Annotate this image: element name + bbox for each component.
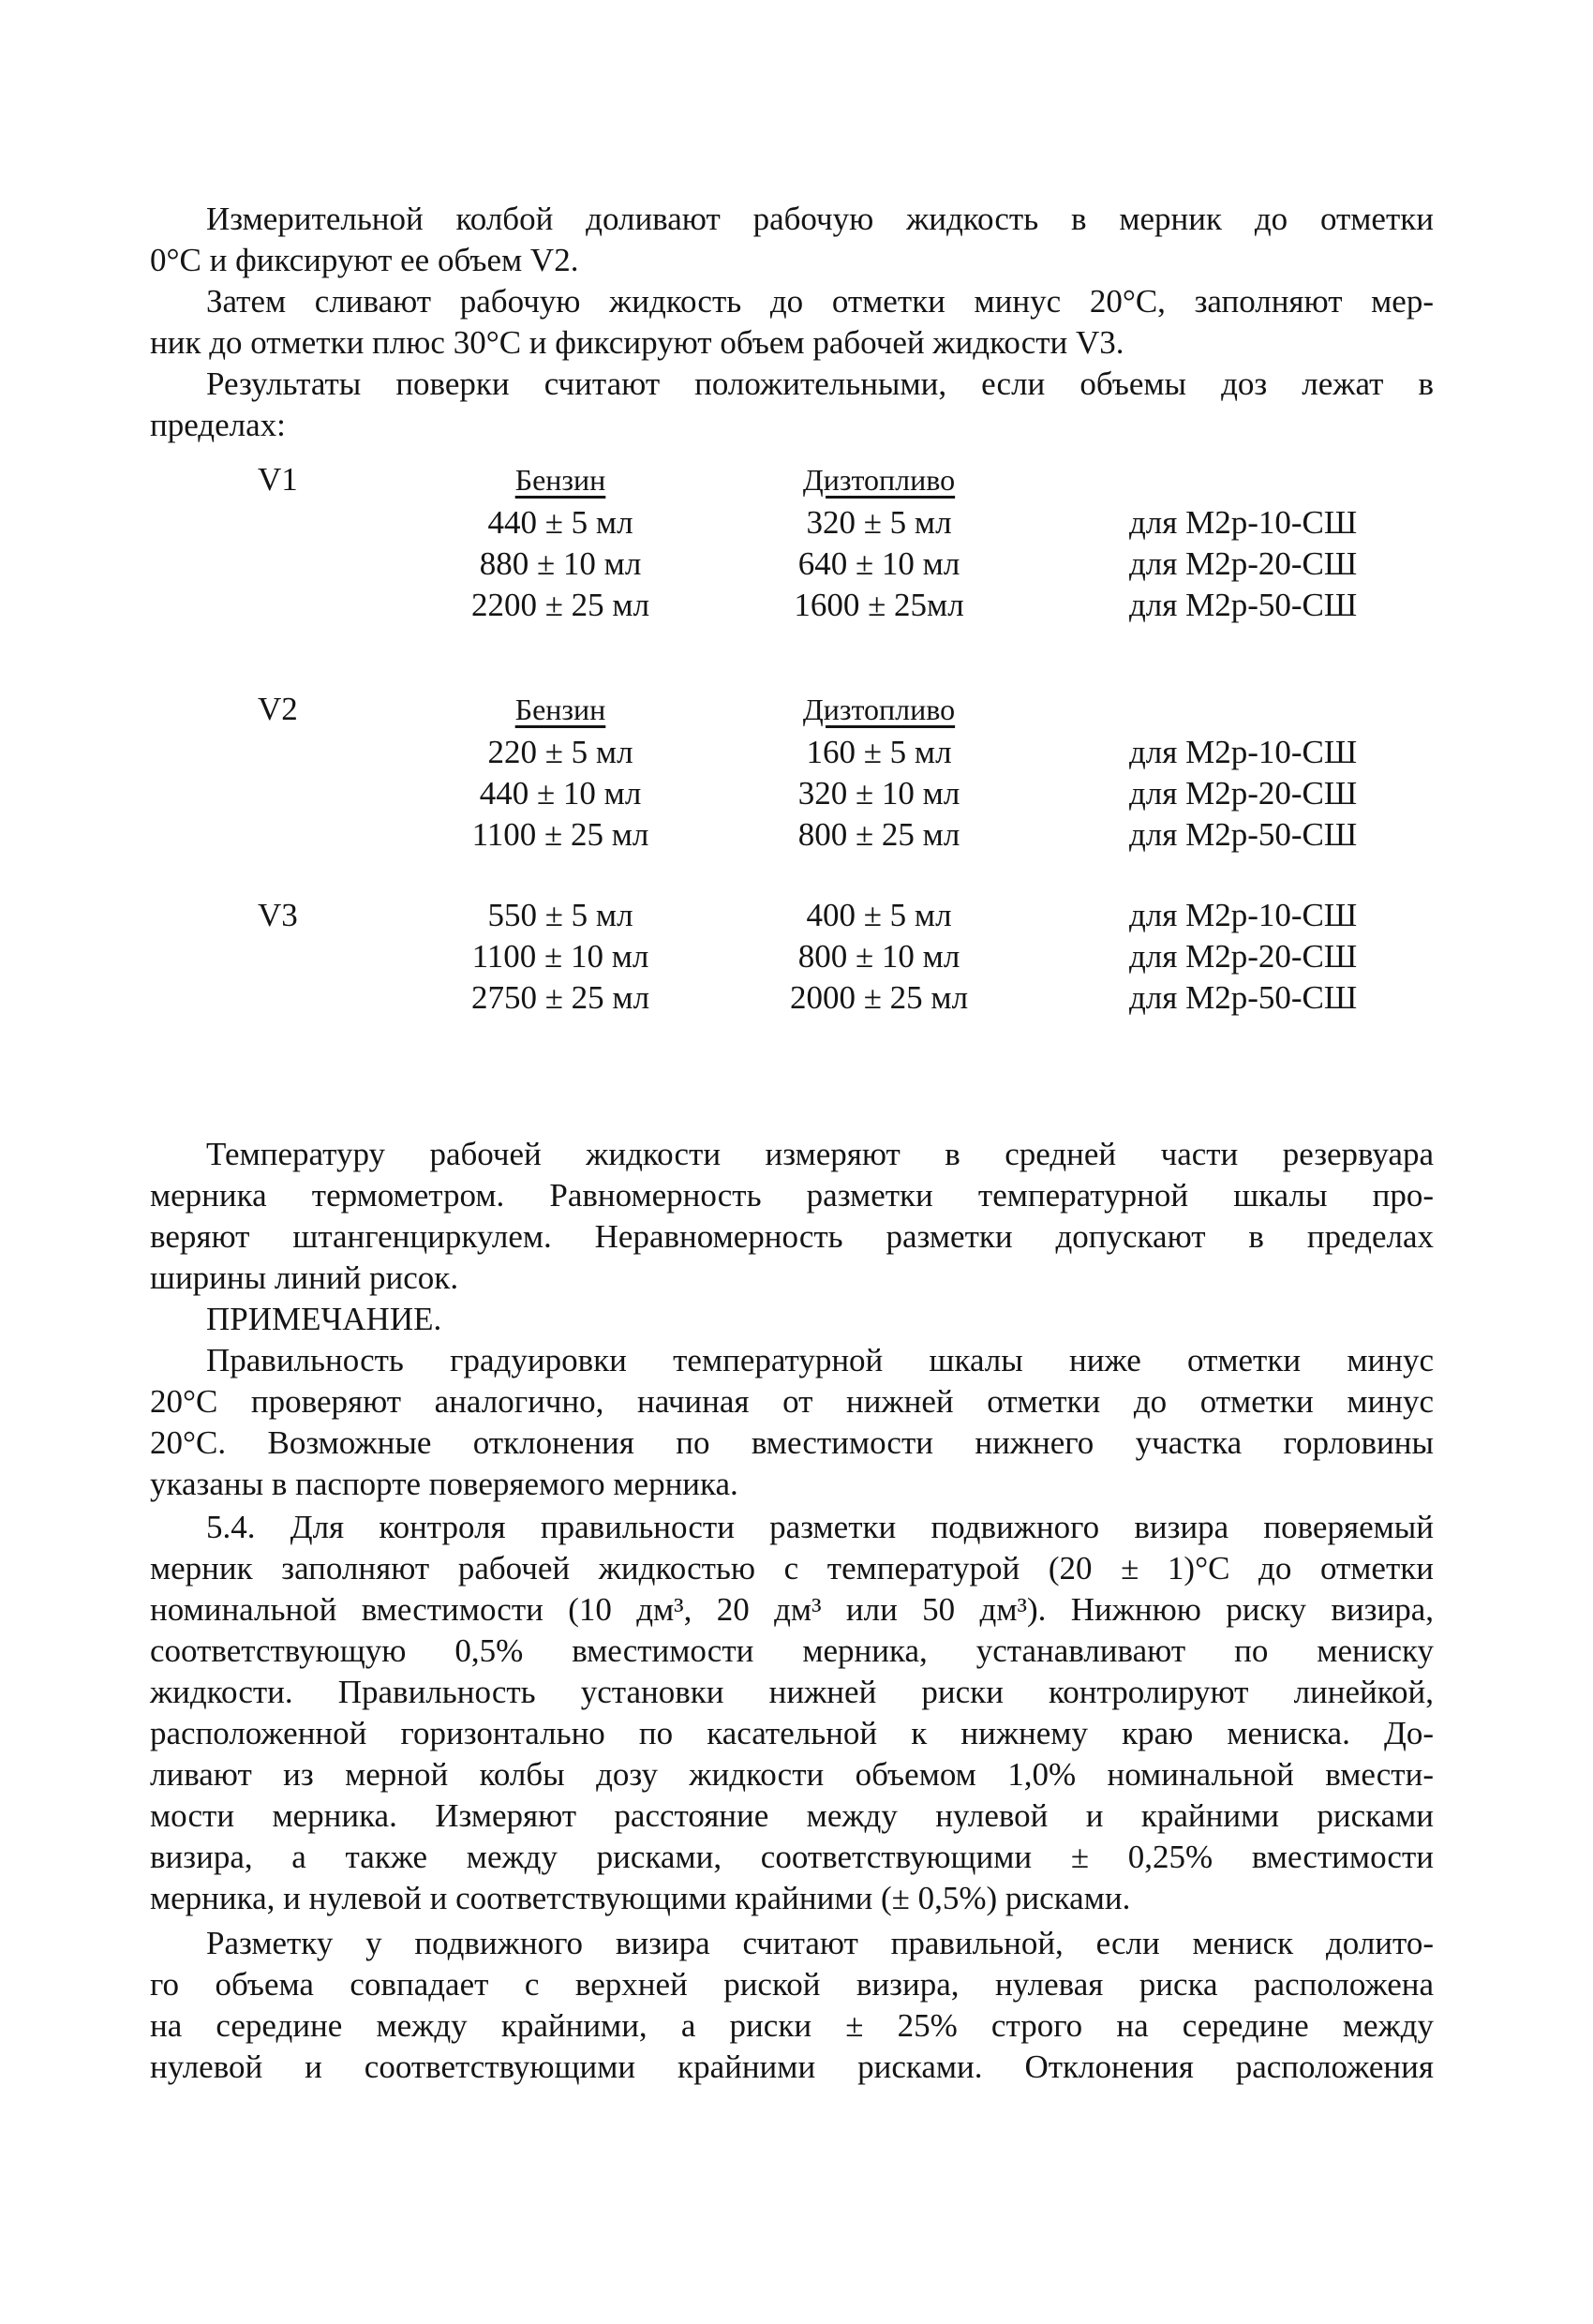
benzin-dose: 2200 ± 25 мл bbox=[470, 587, 650, 623]
model-label: для М2р-20-СШ bbox=[1129, 775, 1358, 812]
benzin-dose: 440 ± 5 мл bbox=[487, 504, 633, 541]
column-header-benzin: Бензин bbox=[514, 463, 606, 497]
group-label: V2 bbox=[258, 691, 298, 727]
model-label: для М2р-50-СШ bbox=[1129, 816, 1358, 853]
intro-paragraph bbox=[150, 199, 1434, 446]
column-header-diesel: Дизтопливо bbox=[802, 693, 956, 726]
text-line: жидкости. Правильность установки нижней риски контролируют линейкой, bbox=[150, 1674, 1434, 1710]
section-5-4 bbox=[150, 1507, 1434, 1919]
text-line: соответствующую 0,5% вместимости мерника, устанавливают по мениску bbox=[150, 1632, 1434, 1669]
diesel-dose: 320 ± 10 мл bbox=[797, 775, 960, 812]
group-label: V3 bbox=[258, 897, 298, 933]
diesel-dose: 400 ± 5 мл bbox=[806, 897, 952, 933]
model-label: для М2р-10-СШ bbox=[1129, 734, 1358, 770]
model-label: для М2р-50-СШ bbox=[1129, 587, 1358, 623]
text-line: мерника термометром. Равномерность разметки температурной шкалы про- bbox=[150, 1177, 1434, 1214]
model-label: для М2р-10-СШ bbox=[1129, 504, 1358, 541]
benzin-dose: 220 ± 5 мл bbox=[487, 734, 633, 770]
text-line: номинальной вместимости (10 дм³, 20 дм³ или 50 дм³). Нижнюю риску визира, bbox=[150, 1591, 1434, 1628]
text-line: визира, а также между рисками, соответствующими ± 0,25% вместимости bbox=[150, 1839, 1434, 1875]
text-line: нулевой и соответствующими крайними рисками. Отклонения расположения bbox=[150, 2048, 1434, 2085]
text-line: на середине между крайними, а риски ± 25% строго на середине между bbox=[150, 2007, 1434, 2044]
diesel-dose: 320 ± 5 мл bbox=[806, 504, 952, 541]
text-line: пределах: bbox=[150, 407, 286, 443]
temperature-paragraph bbox=[150, 1134, 1434, 1299]
model-label: для М2р-20-СШ bbox=[1129, 545, 1358, 582]
text-line: 20°С. Возможные отклонения по вместимости нижнего участка горловины bbox=[150, 1424, 1434, 1461]
model-label: для М2р-50-СШ bbox=[1129, 979, 1358, 1016]
text-line: Правильность градуировки температурной шкалы ниже отметки минус bbox=[206, 1342, 1434, 1378]
text-line: ливают из мерной колбы дозу жидкости объемом 1,0% номинальной вмести- bbox=[150, 1756, 1434, 1793]
text-line: ширины линий рисок. bbox=[150, 1259, 459, 1296]
benzin-dose: 880 ± 10 мл bbox=[479, 545, 642, 582]
column-header-diesel: Дизтопливо bbox=[802, 463, 956, 497]
diesel-dose: 160 ± 5 мл bbox=[806, 734, 952, 770]
text-line: Результаты поверки считают положительными, если объемы доз лежат в bbox=[206, 365, 1434, 402]
text-line: Разметку у подвижного визира считают правильной, если мениск долито- bbox=[206, 1925, 1434, 1961]
marking-paragraph bbox=[150, 1923, 1434, 2088]
column-header-benzin: Бензин bbox=[514, 693, 606, 726]
benzin-dose: 1100 ± 10 мл bbox=[471, 938, 649, 975]
text-line: ник до отметки плюс 30°С и фиксируют объем рабочей жидкости V3. bbox=[150, 324, 1124, 361]
group-label: V1 bbox=[258, 461, 298, 498]
text-line: 20°С проверяют аналогично, начиная от нижней отметки до отметки минус bbox=[150, 1383, 1434, 1420]
text-line: веряют штангенциркулем. Неравномерность разметки допускают в пределах bbox=[150, 1218, 1434, 1255]
benzin-dose: 440 ± 10 мл bbox=[479, 775, 642, 812]
model-label: для М2р-20-СШ bbox=[1129, 938, 1358, 975]
diesel-dose: 640 ± 10 мл bbox=[797, 545, 960, 582]
note-block bbox=[150, 1299, 1434, 1505]
text-line: мости мерника. Измеряют расстояние между нулевой и крайними рисками bbox=[150, 1797, 1434, 1834]
benzin-dose: 1100 ± 25 мл bbox=[471, 816, 649, 853]
benzin-dose: 550 ± 5 мл bbox=[487, 897, 633, 933]
text-line: Измерительной колбой доливают рабочую жидкость в мерник до отметки bbox=[206, 201, 1434, 237]
text-line: мерника, и нулевой и соответствующими крайними (± 0,5%) рисками. bbox=[150, 1880, 1131, 1916]
text-line: Температуру рабочей жидкости измеряют в средней части резервуара bbox=[206, 1136, 1434, 1172]
diesel-dose: 800 ± 10 мл bbox=[797, 938, 960, 975]
text-line: 5.4. Для контроля правильности разметки подвижного визира поверяемый bbox=[206, 1509, 1434, 1545]
text-line: 0°С и фиксируют ее объем V2. bbox=[150, 242, 579, 278]
diesel-dose: 2000 ± 25 мл bbox=[789, 979, 969, 1016]
text-line: Затем сливают рабочую жидкость до отметки минус 20°С, заполняют мер- bbox=[206, 283, 1434, 320]
text-line: расположенной горизонтально по касательной к нижнему краю мениска. До- bbox=[150, 1715, 1434, 1751]
note-title: ПРИМЕЧАНИЕ. bbox=[206, 1301, 442, 1337]
text-line: мерник заполняют рабочей жидкостью с температурой (20 ± 1)°С до отметки bbox=[150, 1550, 1434, 1587]
text-line: указаны в паспорте поверяемого мерника. bbox=[150, 1466, 738, 1502]
benzin-dose: 2750 ± 25 мл bbox=[470, 979, 650, 1016]
model-label: для М2р-10-СШ bbox=[1129, 897, 1358, 933]
diesel-dose: 1600 ± 25мл bbox=[794, 587, 964, 623]
text-line: го объема совпадает с верхней риской визира, нулевая риска расположена bbox=[150, 1966, 1434, 2003]
diesel-dose: 800 ± 25 мл bbox=[797, 816, 960, 853]
